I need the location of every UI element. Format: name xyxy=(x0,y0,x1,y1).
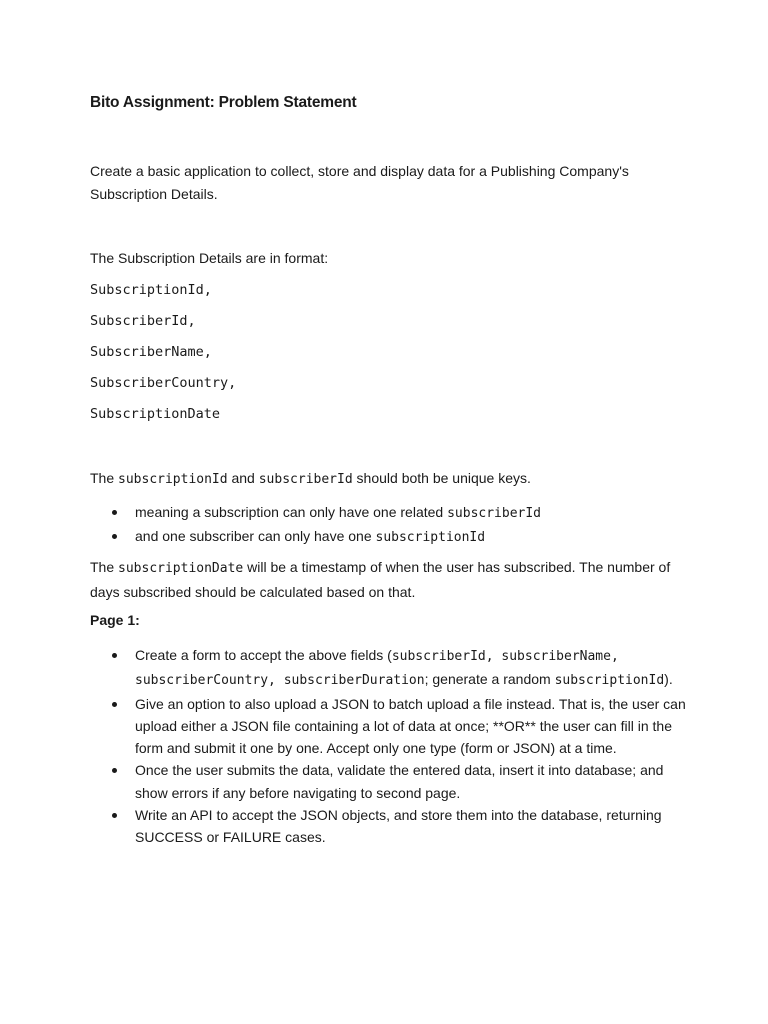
field-subscription-id: SubscriptionId, xyxy=(90,282,212,298)
format-intro: The Subscription Details are in format: xyxy=(90,250,329,266)
list-item-text: Once the user submits the data, validate the entered data, insert it into database; and show errors if any before navigating to second page. xyxy=(135,762,664,801)
bullet-icon xyxy=(112,653,117,658)
item1-id-code: subscriptionId xyxy=(554,673,665,689)
list-item xyxy=(90,693,688,760)
list-item xyxy=(90,525,680,549)
date-suffix: will be a timestamp of when the user has subscribed. The number of days subscribed should be calculated based on that. xyxy=(90,559,671,600)
list-item-code: subscriptionId xyxy=(375,530,486,545)
code-subscriber-id: subscriberId xyxy=(258,472,353,487)
unique-prefix: The xyxy=(90,470,119,486)
field-subscriber-id: SubscriberId, xyxy=(90,313,196,329)
list-item xyxy=(90,759,688,804)
unique-keys-list xyxy=(90,501,680,549)
bullet-icon xyxy=(112,768,117,773)
document-title: Bito Assignment: Problem Statement xyxy=(90,94,357,111)
field-subscriber-name: SubscriberName, xyxy=(90,344,212,360)
item1-mid: ; generate a random xyxy=(424,671,555,688)
list-item-text: Write an API to accept the JSON objects, and store them into the database, returning SUCCESS or FAILURE cases. xyxy=(135,807,662,846)
date-prefix: The xyxy=(90,559,119,575)
unique-keys-paragraph xyxy=(90,467,531,492)
unique-mid: and xyxy=(227,470,259,486)
list-item-code: subscriberId xyxy=(447,506,542,521)
list-item-text: Give an option to also upload a JSON to batch upload a file instead. That is, the user can upload either a JSON file containing a lot of data at once; **OR** the user can fill in the form and submit it one by one. Accept only one type (form or JSON) at a time. xyxy=(135,695,686,757)
item1-pre: Create a form to accept the above fields ( xyxy=(135,647,392,663)
bullet-icon xyxy=(112,510,117,515)
list-item xyxy=(90,501,680,525)
item1-post: ). xyxy=(664,671,673,688)
page1-requirements-list xyxy=(90,644,688,849)
bullet-icon xyxy=(112,534,117,539)
code-subscription-id: subscriptionId xyxy=(118,472,228,487)
code-subscription-date: subscriptionDate xyxy=(118,561,244,576)
bullet-icon xyxy=(112,813,117,818)
list-item-text: and one subscriber can only have one xyxy=(135,528,376,544)
list-item xyxy=(90,804,688,849)
subscription-date-paragraph xyxy=(90,556,680,603)
field-subscriber-country: SubscriberCountry, xyxy=(90,375,237,391)
bullet-icon xyxy=(112,702,117,707)
item1-fields-code: subscriberId, subscriberName, subscriberCountry, subscriberDuration xyxy=(135,649,619,689)
field-subscription-date: SubscriptionDate xyxy=(90,406,221,422)
intro-paragraph: Create a basic application to collect, store and display data for a Publishing Company's Subscription Details. xyxy=(90,163,629,202)
unique-suffix: should both be unique keys. xyxy=(352,470,531,486)
page1-heading: Page 1: xyxy=(90,612,140,628)
list-item xyxy=(90,644,688,693)
list-item-text: meaning a subscription can only have one related xyxy=(135,504,448,520)
